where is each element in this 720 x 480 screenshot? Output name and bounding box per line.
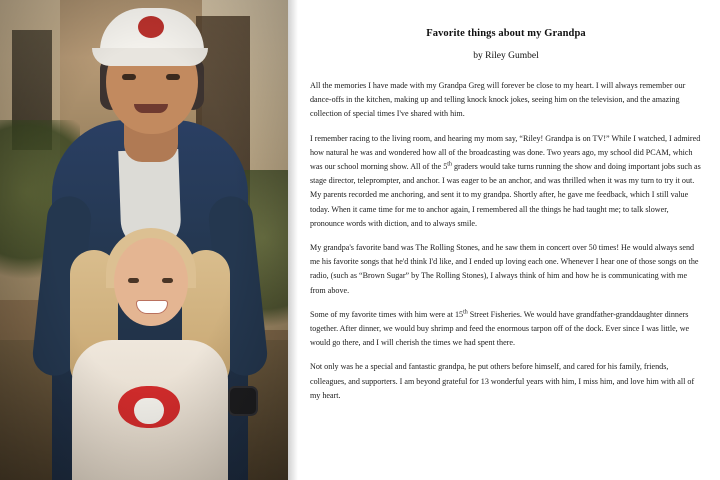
document-byline: by Riley Gumbel bbox=[473, 51, 539, 61]
document-paragraph-5: Not only was he a special and fantastic grandpa, he put others before himself, and cared for his family, friends, colleagues, and supporters. I am beyond grateful for 13 wonderful years with him, I miss him, and love him with all of my heart. bbox=[310, 362, 695, 400]
cap-logo-icon bbox=[138, 16, 164, 38]
photo-panel bbox=[0, 0, 288, 480]
girl-smile bbox=[136, 300, 168, 314]
wristwatch-icon bbox=[228, 386, 258, 416]
rolling-stones-tongue-inner bbox=[134, 398, 164, 424]
document-paragraph-1: All the memories I have made with my Grandpa Greg will forever be close to my heart. I will always remember our dance-offs in the kitchen, making up and telling knock knock jokes, seeing him on the television, and the amazing collection of special times I've shared with him. bbox=[310, 81, 686, 119]
grandpa-smile bbox=[134, 104, 168, 113]
document-body bbox=[310, 28, 702, 466]
document-paragraph-3: My grandpa's favorite band was The Rolling Stones, and he saw them in concert over 50 times! He would always send me his favorite songs that he'd think I'd like, and I ended up loving each one. Whenever I hear one of those songs on the radio, (such as “Brown Sugar” by The Rolling Stones), I always think of him and how he is communicating with me from above. bbox=[310, 243, 699, 295]
document-title: Favorite things about my Grandpa bbox=[426, 28, 586, 39]
ordinal-superscript: th bbox=[463, 309, 468, 316]
ordinal-superscript: th bbox=[447, 161, 452, 168]
document-panel bbox=[288, 0, 720, 480]
document-paragraph-4: Some of my favorite times with him were at 15th Street Fisheries. We would have grandfather-granddaughter dinners together. After dinner, we would buy shrimp and feed the enormous tarpon off of the dock. Ever since I was little, we would go there, and I will cherish the times we had spent there. bbox=[310, 309, 690, 348]
document-edge-shadow bbox=[288, 0, 298, 480]
grandpa-eye-right bbox=[166, 74, 180, 80]
girl-eye-left bbox=[128, 278, 139, 283]
document-paragraph-2: I remember racing to the living room, and hearing my mom say, “Riley! Grandpa is on TV!” While I watched, I admired how natural he was and wondered how all of the broadcasting was done. Two years ago, my school did PCAM, which was our school morning show. All of the 5th graders would take turns running the show and doing important jobs such as stage director, teleprompter, and anchor. I was eager to be an anchor, and was thrilled when it was my turn to try it out. My parents recorded me anchoring, and sent it to my grandpa. Shortly after, he gave me feedback, which I still value today. When it came time for me to anchor again, I remembered all the things he had taught me; to talk slower, pronounce words with diction, and to always smile. bbox=[310, 133, 701, 228]
grandpa-eye-left bbox=[122, 74, 136, 80]
baseball-cap-brim bbox=[92, 48, 208, 66]
girl-eye-right bbox=[162, 278, 173, 283]
